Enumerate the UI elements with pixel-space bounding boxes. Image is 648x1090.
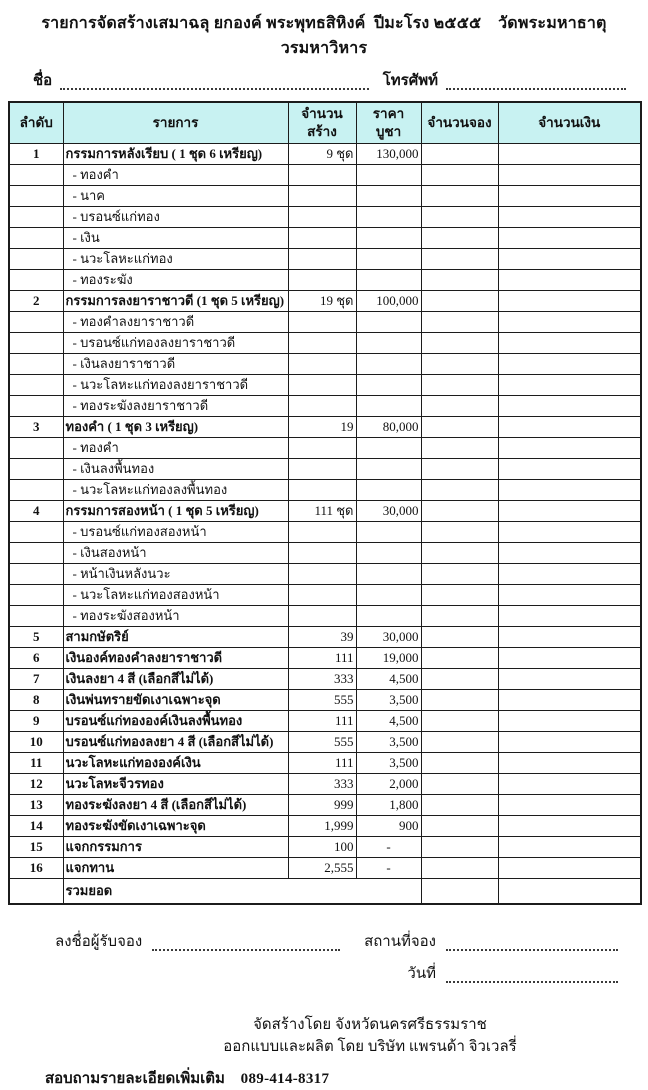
price-cell — [356, 438, 421, 459]
qty-made-cell — [288, 522, 356, 543]
qty-reserved-cell — [421, 165, 498, 186]
price-cell: - — [356, 858, 421, 879]
item-name-cell: - บรอนซ์แก่ทองลงยาราชาวดี — [63, 333, 288, 354]
qty-made-cell — [288, 606, 356, 627]
sub-item-row — [9, 564, 641, 585]
item-name-cell: - เงิน — [63, 228, 288, 249]
date-fill-line — [446, 968, 618, 983]
item-row — [9, 291, 641, 312]
qty-made-cell — [288, 375, 356, 396]
qty-made-cell: 111 — [288, 648, 356, 669]
qty-made-cell — [288, 249, 356, 270]
item-name-cell: ทองคำ ( 1 ชุด 3 เหรียญ) — [63, 417, 288, 438]
item-name-cell: - เงินลงพื้นทอง — [63, 459, 288, 480]
item-name-cell: สามกษัตริย์ — [63, 627, 288, 648]
amount-cell — [498, 585, 641, 606]
item-row — [9, 648, 641, 669]
sub-item-row — [9, 606, 641, 627]
qty-made-cell — [288, 438, 356, 459]
sub-item-row — [9, 396, 641, 417]
row-number-cell: 5 — [9, 627, 63, 648]
item-row — [9, 858, 641, 879]
amount-cell — [498, 522, 641, 543]
row-number-cell: 16 — [9, 858, 63, 879]
document-title: รายการจัดสร้างเสมาฉลุ ยกองค์ พระพุทธสิหิงค์ ปีมะโรง ๒๕๕๕ วัดพระมหาธาตุวรมหาวิหาร — [0, 0, 648, 61]
signer-label: ลงชื่อผู้รับจอง — [55, 929, 142, 953]
sub-item-row — [9, 375, 641, 396]
contact-phone: 089-414-8317 — [241, 1071, 330, 1087]
qty-made-cell: 555 — [288, 690, 356, 711]
qty-made-cell: 100 — [288, 837, 356, 858]
row-number-cell: 7 — [9, 669, 63, 690]
header-row — [9, 102, 641, 144]
item-name-cell: กรรมการหลังเรียบ ( 1 ชุด 6 เหรียญ) — [63, 144, 288, 165]
item-name-cell: เงินพ่นทรายขัดเงาเฉพาะจุด — [63, 690, 288, 711]
row-number-cell: 12 — [9, 774, 63, 795]
qty-made-cell — [288, 207, 356, 228]
place-fill-line — [446, 936, 618, 951]
amount-cell — [498, 207, 641, 228]
item-name-cell: - หน้าเงินหลังนวะ — [63, 564, 288, 585]
qty-reserved-cell — [421, 690, 498, 711]
amount-cell — [498, 438, 641, 459]
price-cell — [356, 522, 421, 543]
qty-reserved-cell — [421, 501, 498, 522]
col-header-qty-reserved: จำนวนจอง — [421, 102, 498, 144]
price-cell — [356, 186, 421, 207]
row-number-cell — [9, 207, 63, 228]
total-number-cell — [9, 879, 63, 905]
price-cell: 19,000 — [356, 648, 421, 669]
amount-cell — [498, 816, 641, 837]
qty-reserved-cell — [421, 312, 498, 333]
price-cell: 30,000 — [356, 627, 421, 648]
item-row — [9, 816, 641, 837]
qty-reserved-cell — [421, 585, 498, 606]
item-name-cell: - เงินลงยาราชาวดี — [63, 354, 288, 375]
item-row — [9, 669, 641, 690]
amount-cell — [498, 543, 641, 564]
price-cell — [356, 606, 421, 627]
col-header-qty-made — [288, 102, 356, 144]
item-name-cell: - เงินสองหน้า — [63, 543, 288, 564]
price-line1: ราคา — [359, 105, 419, 123]
item-name-cell: - ทองคำ — [63, 165, 288, 186]
price-cell — [356, 312, 421, 333]
qty-reserved-cell — [421, 375, 498, 396]
row-number-cell — [9, 543, 63, 564]
qty-reserved-cell — [421, 732, 498, 753]
amount-cell — [498, 690, 641, 711]
price-cell — [356, 585, 421, 606]
sub-item-row — [9, 522, 641, 543]
qty-reserved-cell — [421, 396, 498, 417]
qty-made-cell — [288, 564, 356, 585]
price-cell — [356, 207, 421, 228]
amount-cell — [498, 165, 641, 186]
amount-cell — [498, 375, 641, 396]
name-phone-line — [33, 68, 626, 92]
qty-made-cell: 111 ชุด — [288, 501, 356, 522]
qty-reserved-cell — [421, 753, 498, 774]
qty-reserved-cell — [421, 795, 498, 816]
sub-item-row — [9, 438, 641, 459]
price-cell: - — [356, 837, 421, 858]
qty-made-cell — [288, 165, 356, 186]
qty-made-cell — [288, 354, 356, 375]
qty-reserved-cell — [421, 186, 498, 207]
qty-made-cell — [288, 312, 356, 333]
designed-by-line: ออกแบบและผลิต โดย บริษัท แพรนด้า จิวเวลรี่ — [0, 1037, 648, 1059]
qty-reserved-cell — [421, 648, 498, 669]
sub-item-row — [9, 228, 641, 249]
item-name-cell: บรอนซ์แก่ทององค์เงินลงพื้นทอง — [63, 711, 288, 732]
qty-made-cell — [288, 186, 356, 207]
row-number-cell — [9, 165, 63, 186]
qty-made-cell — [288, 333, 356, 354]
qty-made-cell: 333 — [288, 774, 356, 795]
item-name-cell: - บรอนซ์แก่ทองสองหน้า — [63, 522, 288, 543]
phone-fill-line — [446, 75, 626, 90]
qty-reserved-cell — [421, 774, 498, 795]
item-row — [9, 774, 641, 795]
row-number-cell — [9, 585, 63, 606]
amount-cell — [498, 837, 641, 858]
item-name-cell: ทองระฆังลงยา 4 สี (เลือกสีไม่ได้) — [63, 795, 288, 816]
item-name-cell: - ทองคำ — [63, 438, 288, 459]
item-name-cell: - นวะโลหะแก่ทองลงยาราชาวดี — [63, 375, 288, 396]
row-number-cell: 8 — [9, 690, 63, 711]
item-row — [9, 753, 641, 774]
row-number-cell: 3 — [9, 417, 63, 438]
price-cell — [356, 270, 421, 291]
price-cell — [356, 564, 421, 585]
amount-cell — [498, 711, 641, 732]
amount-cell — [498, 564, 641, 585]
price-cell: 3,500 — [356, 753, 421, 774]
item-row — [9, 732, 641, 753]
total-label: รวมยอด — [63, 879, 421, 905]
qty-reserved-cell — [421, 543, 498, 564]
amount-cell — [498, 270, 641, 291]
qty-reserved-cell — [421, 480, 498, 501]
row-number-cell — [9, 354, 63, 375]
row-number-cell: 10 — [9, 732, 63, 753]
qty-made-cell — [288, 270, 356, 291]
amount-cell — [498, 396, 641, 417]
row-number-cell — [9, 606, 63, 627]
qty-made-cell — [288, 228, 356, 249]
amount-cell — [498, 627, 641, 648]
sub-item-row — [9, 459, 641, 480]
amount-cell — [498, 480, 641, 501]
qty-made-cell — [288, 459, 356, 480]
price-cell — [356, 459, 421, 480]
qty-reserved-cell — [421, 207, 498, 228]
row-number-cell: 14 — [9, 816, 63, 837]
phone-label: โทรศัพท์ — [383, 68, 438, 92]
amount-cell — [498, 354, 641, 375]
amount-cell — [498, 186, 641, 207]
price-cell — [356, 228, 421, 249]
row-number-cell — [9, 375, 63, 396]
item-name-cell: - นวะโลหะแก่ทองสองหน้า — [63, 585, 288, 606]
row-number-cell — [9, 186, 63, 207]
qty-reserved-cell — [421, 816, 498, 837]
order-table — [8, 101, 642, 905]
qty-reserved-cell — [421, 564, 498, 585]
row-number-cell: 15 — [9, 837, 63, 858]
row-number-cell — [9, 249, 63, 270]
item-name-cell: เงินองค์ทองคำลงยาราชาวดี — [63, 648, 288, 669]
sub-item-row — [9, 333, 641, 354]
qty-reserved-cell — [421, 228, 498, 249]
price-cell: 30,000 — [356, 501, 421, 522]
price-cell — [356, 165, 421, 186]
amount-cell — [498, 459, 641, 480]
total-amount-cell — [498, 879, 641, 905]
item-name-cell: - นาค — [63, 186, 288, 207]
amount-cell — [498, 795, 641, 816]
qty-made-cell: 999 — [288, 795, 356, 816]
qty-made-cell — [288, 585, 356, 606]
qty-reserved-cell — [421, 333, 498, 354]
row-number-cell: 11 — [9, 753, 63, 774]
row-number-cell: 13 — [9, 795, 63, 816]
item-row — [9, 690, 641, 711]
qty-made-cell — [288, 480, 356, 501]
amount-cell — [498, 291, 641, 312]
qty-made-cell: 19 — [288, 417, 356, 438]
qty-reserved-cell — [421, 837, 498, 858]
price-cell: 900 — [356, 816, 421, 837]
col-header-price — [356, 102, 421, 144]
sub-item-row — [9, 354, 641, 375]
qty-reserved-cell — [421, 417, 498, 438]
item-name-cell: กรรมการลงยาราชาวดี (1 ชุด 5 เหรียญ) — [63, 291, 288, 312]
sub-item-row — [9, 543, 641, 564]
qty-made-cell: 19 ชุด — [288, 291, 356, 312]
qty-reserved-cell — [421, 291, 498, 312]
amount-cell — [498, 753, 641, 774]
signature-fill-line — [152, 936, 340, 951]
price-cell: 4,500 — [356, 669, 421, 690]
amount-cell — [498, 774, 641, 795]
price-cell — [356, 543, 421, 564]
amount-cell — [498, 669, 641, 690]
item-name-cell: เงินลงยา 4 สี (เลือกสีไม่ได้) — [63, 669, 288, 690]
date-line — [55, 961, 618, 985]
item-row — [9, 501, 641, 522]
row-number-cell — [9, 333, 63, 354]
qty-reserved-cell — [421, 354, 498, 375]
row-number-cell — [9, 522, 63, 543]
item-name-cell: - ทองระฆังลงยาราชาวดี — [63, 396, 288, 417]
price-cell: 4,500 — [356, 711, 421, 732]
amount-cell — [498, 228, 641, 249]
item-name-cell: นวะโลหะแก่ทององค์เงิน — [63, 753, 288, 774]
price-cell — [356, 375, 421, 396]
price-cell: 3,500 — [356, 690, 421, 711]
qty-reserved-cell — [421, 858, 498, 879]
col-header-item: รายการ — [63, 102, 288, 144]
qty-made-cell: 555 — [288, 732, 356, 753]
sub-item-row — [9, 186, 641, 207]
price-cell — [356, 354, 421, 375]
sub-item-row — [9, 270, 641, 291]
qty-made-cell — [288, 543, 356, 564]
item-name-cell: - บรอนซ์แก่ทอง — [63, 207, 288, 228]
qty-made-cell: 333 — [288, 669, 356, 690]
item-row — [9, 837, 641, 858]
name-label: ชื่อ — [33, 68, 52, 92]
qty-reserved-cell — [421, 270, 498, 291]
total-reserved-cell — [421, 879, 498, 905]
sub-item-row — [9, 207, 641, 228]
price-cell — [356, 249, 421, 270]
price-cell: 130,000 — [356, 144, 421, 165]
row-number-cell — [9, 438, 63, 459]
qty-reserved-cell — [421, 606, 498, 627]
qty-reserved-cell — [421, 627, 498, 648]
price-cell: 1,800 — [356, 795, 421, 816]
item-name-cell: - นวะโลหะแก่ทองลงพื้นทอง — [63, 480, 288, 501]
total-row — [9, 879, 641, 905]
amount-cell — [498, 501, 641, 522]
sub-item-row — [9, 585, 641, 606]
order-table-body — [9, 144, 641, 879]
price-cell: 3,500 — [356, 732, 421, 753]
amount-cell — [498, 417, 641, 438]
amount-cell — [498, 858, 641, 879]
amount-cell — [498, 333, 641, 354]
row-number-cell — [9, 228, 63, 249]
row-number-cell: 4 — [9, 501, 63, 522]
qty-made-line2: สร้าง — [291, 123, 354, 141]
item-name-cell: - ทองระฆัง — [63, 270, 288, 291]
item-name-cell: - ทองคำลงยาราชาวดี — [63, 312, 288, 333]
qty-made-cell: 9 ชุด — [288, 144, 356, 165]
item-name-cell: แจกทาน — [63, 858, 288, 879]
row-number-cell — [9, 396, 63, 417]
qty-reserved-cell — [421, 438, 498, 459]
row-number-cell: 6 — [9, 648, 63, 669]
date-label: วันที่ — [407, 961, 436, 985]
price-line2: บูชา — [359, 123, 419, 141]
item-row — [9, 711, 641, 732]
amount-cell — [498, 144, 641, 165]
qty-reserved-cell — [421, 249, 498, 270]
sub-item-row — [9, 480, 641, 501]
row-number-cell: 2 — [9, 291, 63, 312]
col-header-number: ลำดับ — [9, 102, 63, 144]
item-name-cell: - ทองระฆังสองหน้า — [63, 606, 288, 627]
amount-cell — [498, 606, 641, 627]
price-cell: 2,000 — [356, 774, 421, 795]
item-row — [9, 627, 641, 648]
qty-reserved-cell — [421, 144, 498, 165]
price-cell: 100,000 — [356, 291, 421, 312]
row-number-cell — [9, 564, 63, 585]
row-number-cell: 9 — [9, 711, 63, 732]
item-row — [9, 795, 641, 816]
item-name-cell: บรอนซ์แก่ทองลงยา 4 สี (เลือกสีไม่ได้) — [63, 732, 288, 753]
place-label: สถานที่จอง — [364, 929, 436, 953]
amount-cell — [498, 312, 641, 333]
row-number-cell — [9, 459, 63, 480]
amount-cell — [498, 648, 641, 669]
item-name-cell: - นวะโลหะแก่ทอง — [63, 249, 288, 270]
price-cell — [356, 396, 421, 417]
sub-item-row — [9, 165, 641, 186]
made-by-line: จัดสร้างโดย จังหวัดนครศรีธรรมราช — [0, 1015, 648, 1037]
qty-made-cell — [288, 396, 356, 417]
qty-reserved-cell — [421, 522, 498, 543]
row-number-cell — [9, 480, 63, 501]
signature-line — [55, 929, 618, 953]
price-cell — [356, 333, 421, 354]
row-number-cell — [9, 270, 63, 291]
contact-line — [45, 1069, 648, 1090]
price-cell: 80,000 — [356, 417, 421, 438]
qty-made-cell: 111 — [288, 753, 356, 774]
item-row — [9, 417, 641, 438]
item-name-cell: กรรมการสองหน้า ( 1 ชุด 5 เหรียญ) — [63, 501, 288, 522]
qty-reserved-cell — [421, 459, 498, 480]
row-number-cell: 1 — [9, 144, 63, 165]
sub-item-row — [9, 249, 641, 270]
price-cell — [356, 480, 421, 501]
item-name-cell: นวะโลหะจีวรทอง — [63, 774, 288, 795]
name-fill-line — [60, 75, 368, 90]
qty-made-cell: 111 — [288, 711, 356, 732]
amount-cell — [498, 249, 641, 270]
item-name-cell: แจกกรรมการ — [63, 837, 288, 858]
row-number-cell — [9, 312, 63, 333]
item-name-cell: ทองระฆังขัดเงาเฉพาะจุด — [63, 816, 288, 837]
col-header-amount: จำนวนเงิน — [498, 102, 641, 144]
item-row — [9, 144, 641, 165]
amount-cell — [498, 732, 641, 753]
qty-made-line1: จำนวน — [291, 105, 354, 123]
qty-made-cell: 39 — [288, 627, 356, 648]
qty-reserved-cell — [421, 669, 498, 690]
qty-made-cell: 1,999 — [288, 816, 356, 837]
qty-made-cell: 2,555 — [288, 858, 356, 879]
order-table-header — [9, 102, 641, 144]
contact-label: สอบถามรายละเอียดเพิ่มเติม — [45, 1071, 225, 1087]
qty-reserved-cell — [421, 711, 498, 732]
sub-item-row — [9, 312, 641, 333]
